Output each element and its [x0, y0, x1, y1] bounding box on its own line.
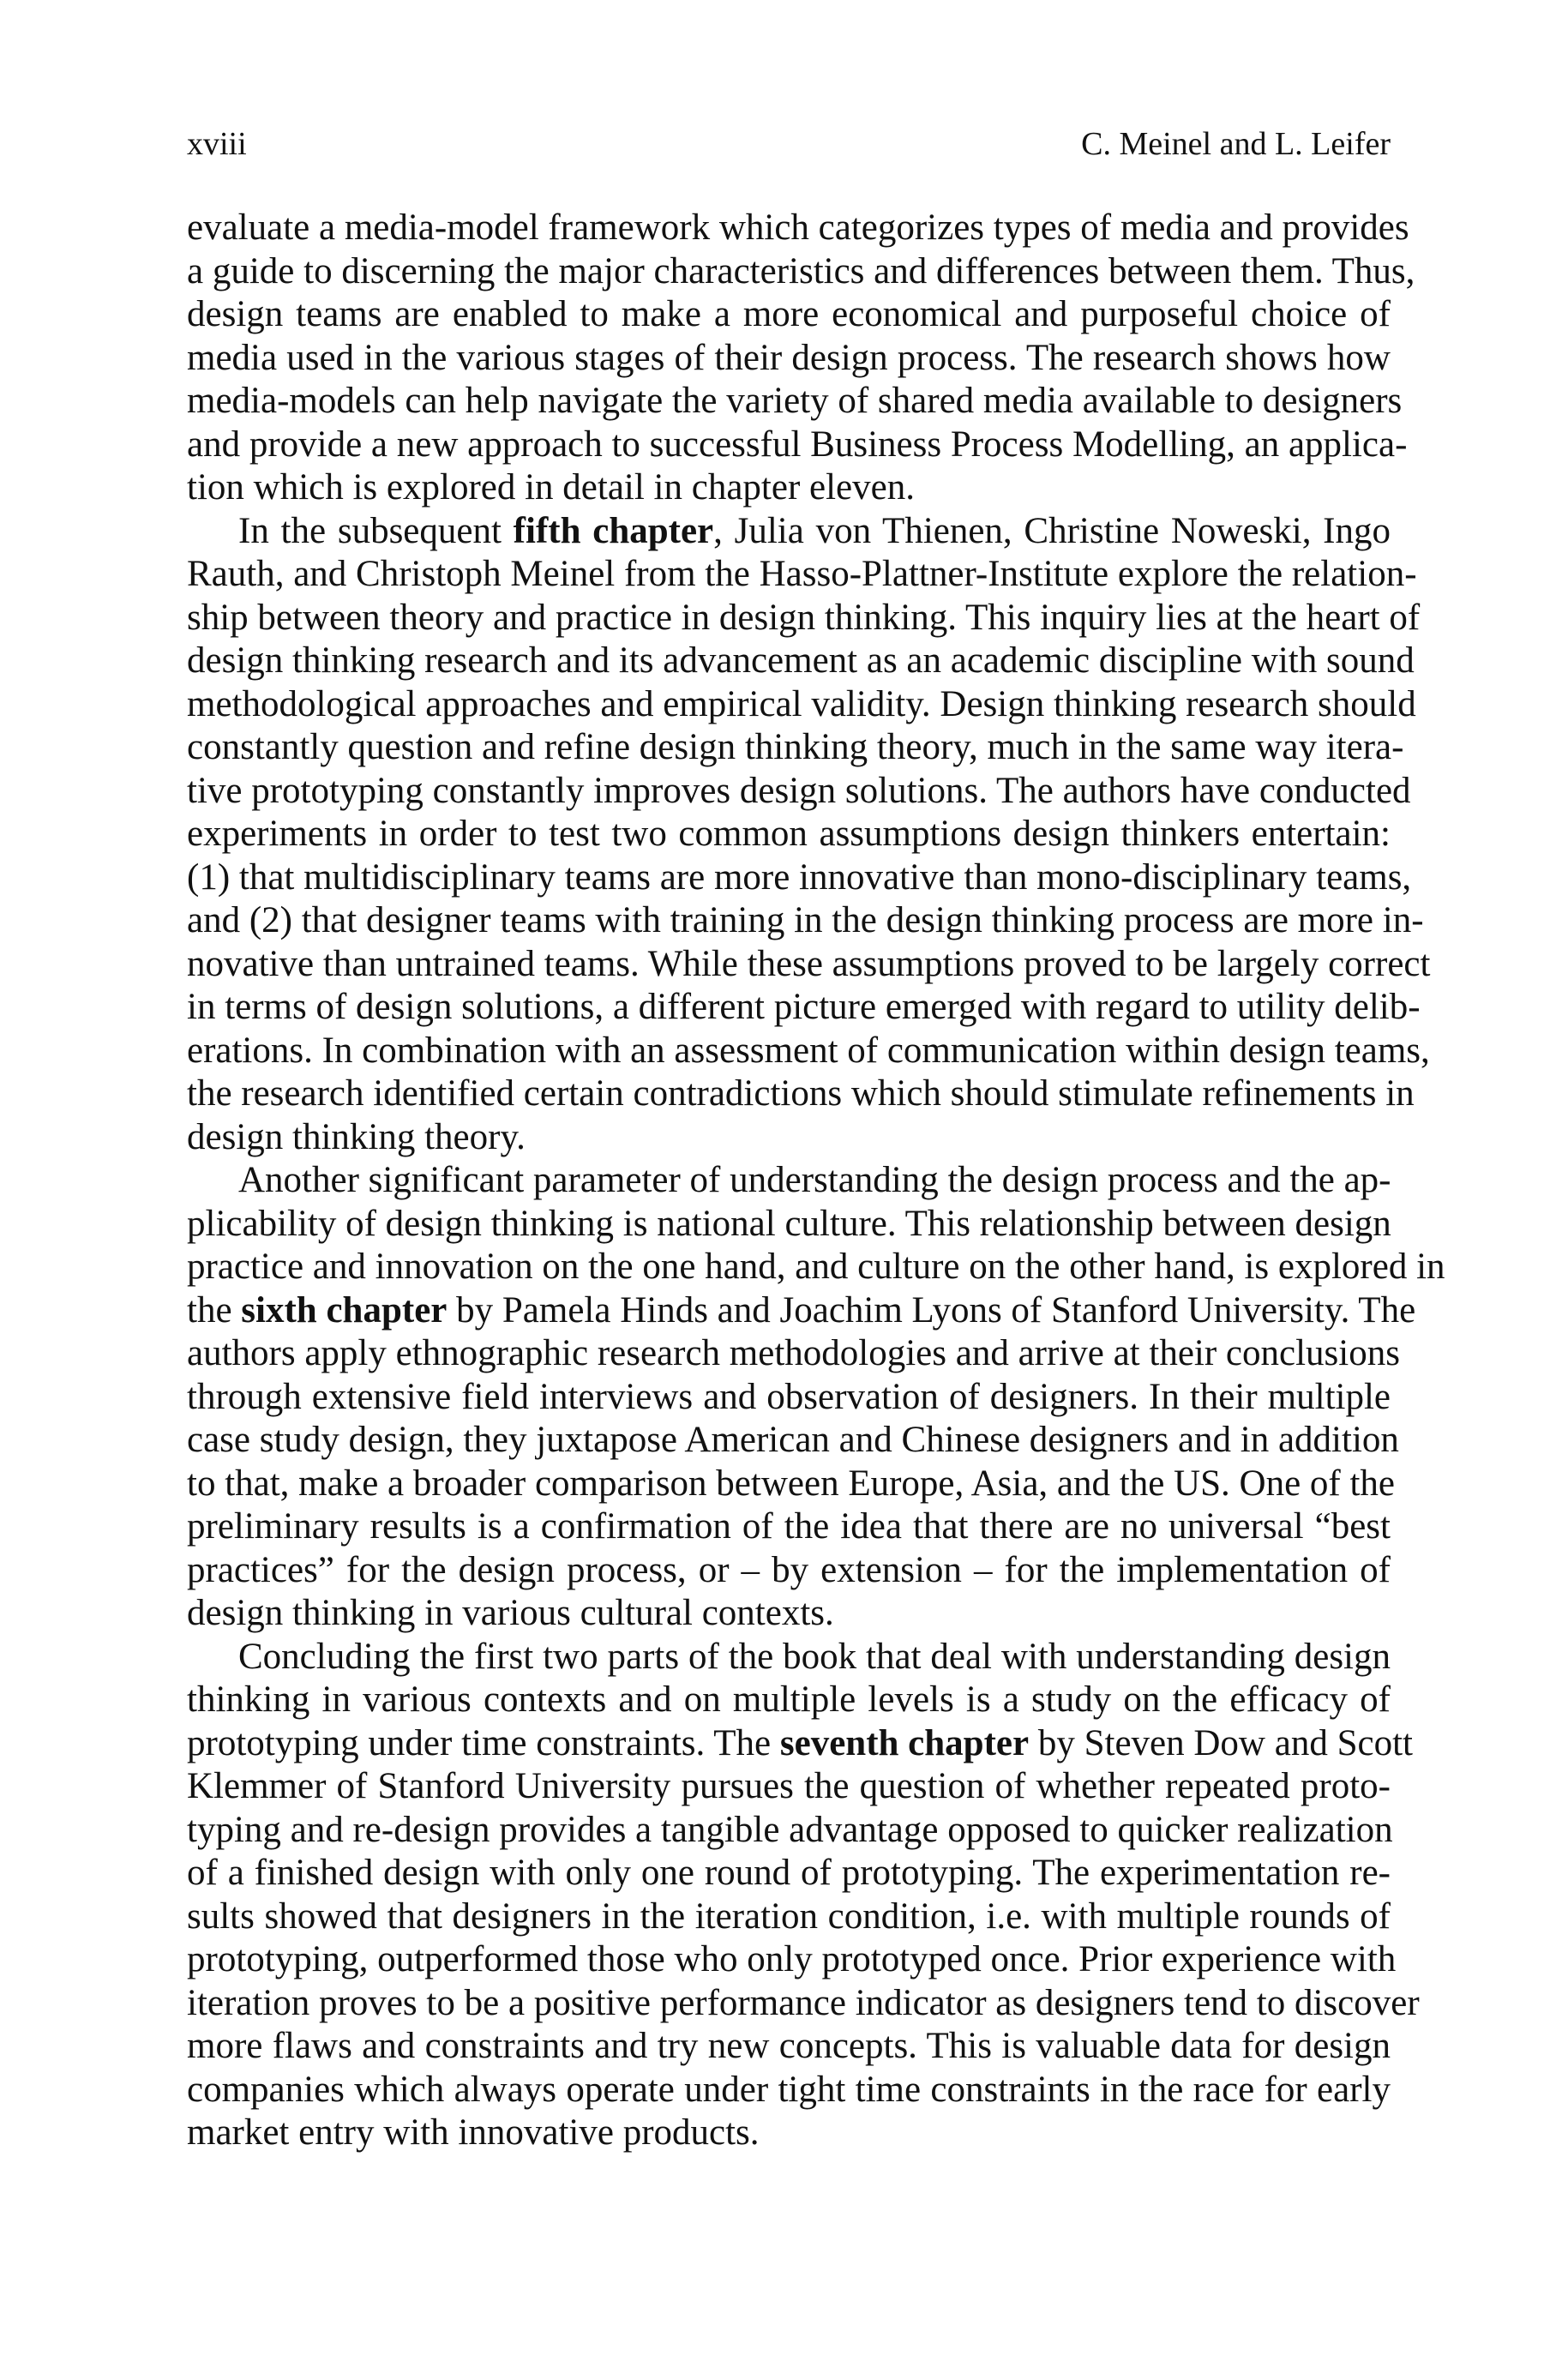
- text-line: [187, 856, 1412, 900]
- chapter-reference: seventh chapter: [779, 1722, 1030, 1763]
- text-line: [187, 1938, 1397, 1982]
- text-run: iteration proves to be a positive performance indicator as designers tend to discover: [187, 1982, 1420, 2023]
- text-line: [187, 726, 1404, 770]
- text-run: practice and innovation on the one hand, and culture on the other hand, is explored in: [187, 1247, 1445, 1287]
- text-line: [187, 380, 1403, 424]
- body-text: [187, 207, 1445, 2155]
- text-line: [187, 1592, 1391, 1636]
- text-run: more flaws and constraints and try new concepts. This is valuable data for design: [187, 2026, 1391, 2066]
- text-line: [187, 424, 1408, 467]
- text-run: media-models can help navigate the variety of shared media available to designers: [187, 381, 1403, 421]
- text-run: in terms of design solutions, a different picture emerged with regard to utility delib-: [187, 987, 1421, 1027]
- text-line: [187, 1289, 1416, 1333]
- text-run: through extensive field interviews and observation of designers. In their multiple: [187, 1376, 1391, 1417]
- text-line: [187, 640, 1415, 683]
- text-run: preliminary results is a confirmation of the idea that there are no universal “best: [187, 1506, 1391, 1547]
- text-line: [187, 337, 1391, 381]
- text-line: [187, 1419, 1399, 1463]
- text-run: design thinking research and its advancement as an academic discipline with sound: [187, 640, 1415, 681]
- text-run: of a finished design with only one round of prototyping. The experimentation re-: [187, 1853, 1391, 1893]
- text-run: experiments in order to test two common assumptions design thinkers entertain:: [187, 814, 1391, 854]
- text-line: [187, 597, 1421, 640]
- text-line: [187, 770, 1411, 814]
- text-run: methodological approaches and empirical validity. Design thinking research should: [187, 683, 1416, 724]
- text-line: [187, 1246, 1445, 1289]
- text-run: prototyping, outperformed those who only prototyped once. Prior experience with: [187, 1939, 1397, 1979]
- text-line: [187, 1765, 1391, 1809]
- text-line: [187, 293, 1391, 337]
- text-run: practices” for the design process, or – by extension – for the implementation of: [187, 1549, 1391, 1590]
- text-run: (1) that multidisciplinary teams are more innovative than mono-disciplinary teams,: [187, 856, 1412, 898]
- text-run: Klemmer of Stanford University pursues the question of whether repeated proto-: [187, 1766, 1391, 1806]
- text-run: evaluate a media-model framework which categorizes types of media and provides: [187, 207, 1409, 248]
- text-run: companies which always operate under tight time constraints in the race for early: [187, 2069, 1391, 2110]
- text-run: constantly question and refine design thinking theory, much in the same way itera-: [187, 727, 1404, 767]
- text-line: [187, 2069, 1391, 2112]
- text-line: [187, 1463, 1396, 1506]
- text-line: [187, 1809, 1391, 1853]
- text-line: [187, 1722, 1413, 1766]
- text-run: design thinking in various cultural contexts.: [187, 1593, 834, 1633]
- text-run: media used in the various stages of their design process. The research shows how: [187, 337, 1391, 378]
- text-run: by Pamela Hinds and Joachim Lyons of Stanford University. The: [447, 1289, 1416, 1331]
- text-line: [187, 1549, 1391, 1593]
- chapter-reference: fifth chapter: [513, 510, 714, 551]
- text-line: [187, 1159, 1391, 1203]
- text-line: [187, 813, 1391, 856]
- text-line: [187, 1072, 1415, 1116]
- text-line: [187, 899, 1424, 943]
- paragraph: [187, 1159, 1445, 1636]
- paragraph: [187, 207, 1415, 510]
- text-line: [187, 207, 1409, 250]
- text-line: [187, 2112, 1391, 2155]
- text-run: Another significant parameter of understanding the design process and the ap-: [238, 1160, 1391, 1200]
- text-run: and provide a new approach to successful Business Process Modelling, an applica-: [187, 424, 1408, 465]
- text-line: [187, 1116, 1391, 1160]
- paragraph: [187, 1636, 1420, 2155]
- text-run: Concluding the first two parts of the book that deal with understanding design: [238, 1636, 1391, 1677]
- text-line: [187, 1636, 1391, 1679]
- text-run: market entry with innovative products.: [187, 2112, 760, 2153]
- text-run: design thinking theory.: [187, 1116, 526, 1157]
- text-line: [187, 1376, 1391, 1420]
- text-line: [187, 1895, 1391, 1939]
- text-line: [187, 943, 1431, 987]
- text-run: and (2) that designer teams with training in the design thinking process are more in-: [187, 900, 1424, 940]
- text-run: novative than untrained teams. While these assumptions proved to be largely correct: [187, 943, 1431, 984]
- chapter-reference: sixth chapter: [241, 1289, 448, 1331]
- text-line: [187, 1505, 1391, 1549]
- text-run: a guide to discerning the major characteristics and differences between them. Thus,: [187, 250, 1415, 291]
- text-line: [187, 250, 1415, 294]
- text-line: [187, 1679, 1391, 1722]
- text-run: sults showed that designers in the iteration condition, i.e. with multiple rounds of: [187, 1895, 1391, 1937]
- paragraph: [187, 510, 1431, 1160]
- page-number: xviii: [187, 126, 247, 162]
- text-run: , Julia von Thienen, Christine Noweski, Ingo: [713, 510, 1391, 551]
- text-run: ship between theory and practice in design thinking. This inquiry lies at the heart of: [187, 597, 1421, 638]
- text-run: by Steven Dow and Scott: [1029, 1722, 1413, 1763]
- text-run: erations. In combination with an assessment of communication within design teams,: [187, 1030, 1430, 1071]
- text-line: [187, 553, 1417, 597]
- text-line: [187, 683, 1416, 727]
- text-line: [187, 2025, 1391, 2069]
- text-line: [187, 1332, 1400, 1376]
- text-run: tion which is explored in detail in chapter eleven.: [187, 467, 915, 508]
- text-run: prototyping under time constraints. The: [187, 1722, 780, 1763]
- text-line: [187, 1852, 1391, 1895]
- text-run: case study design, they juxtapose American and Chinese designers and in addition: [187, 1420, 1399, 1460]
- text-run: Rauth, and Christoph Meinel from the Hasso-Plattner-Institute explore the relation-: [187, 554, 1417, 594]
- text-run: tive prototyping constantly improves design solutions. The authors have conducted: [187, 770, 1411, 811]
- text-line: [187, 466, 1391, 510]
- text-line: [187, 1030, 1430, 1073]
- text-run: the: [187, 1289, 242, 1331]
- text-run: design teams are enabled to make a more economical and purposeful choice of: [187, 294, 1391, 334]
- text-run: thinking in various contexts and on multiple levels is a study on the efficacy of: [187, 1679, 1391, 1720]
- text-line: [187, 986, 1421, 1030]
- text-line: [187, 510, 1391, 554]
- text-run: the research identified certain contradictions which should stimulate refinements in: [187, 1073, 1415, 1114]
- text-run: plicability of design thinking is national culture. This relationship between design: [187, 1203, 1391, 1244]
- text-run: authors apply ethnographic research methodologies and arrive at their conclusions: [187, 1333, 1400, 1373]
- text-run: In the subsequent: [238, 510, 514, 551]
- running-header-authors: C. Meinel and L. Leifer: [1081, 126, 1391, 162]
- text-line: [187, 1203, 1391, 1247]
- text-line: [187, 1982, 1420, 2026]
- text-run: typing and re-design provides a tangible advantage opposed to quicker realization: [187, 1809, 1393, 1850]
- text-run: to that, make a broader comparison between Europe, Asia, and the US. One of the: [187, 1463, 1396, 1504]
